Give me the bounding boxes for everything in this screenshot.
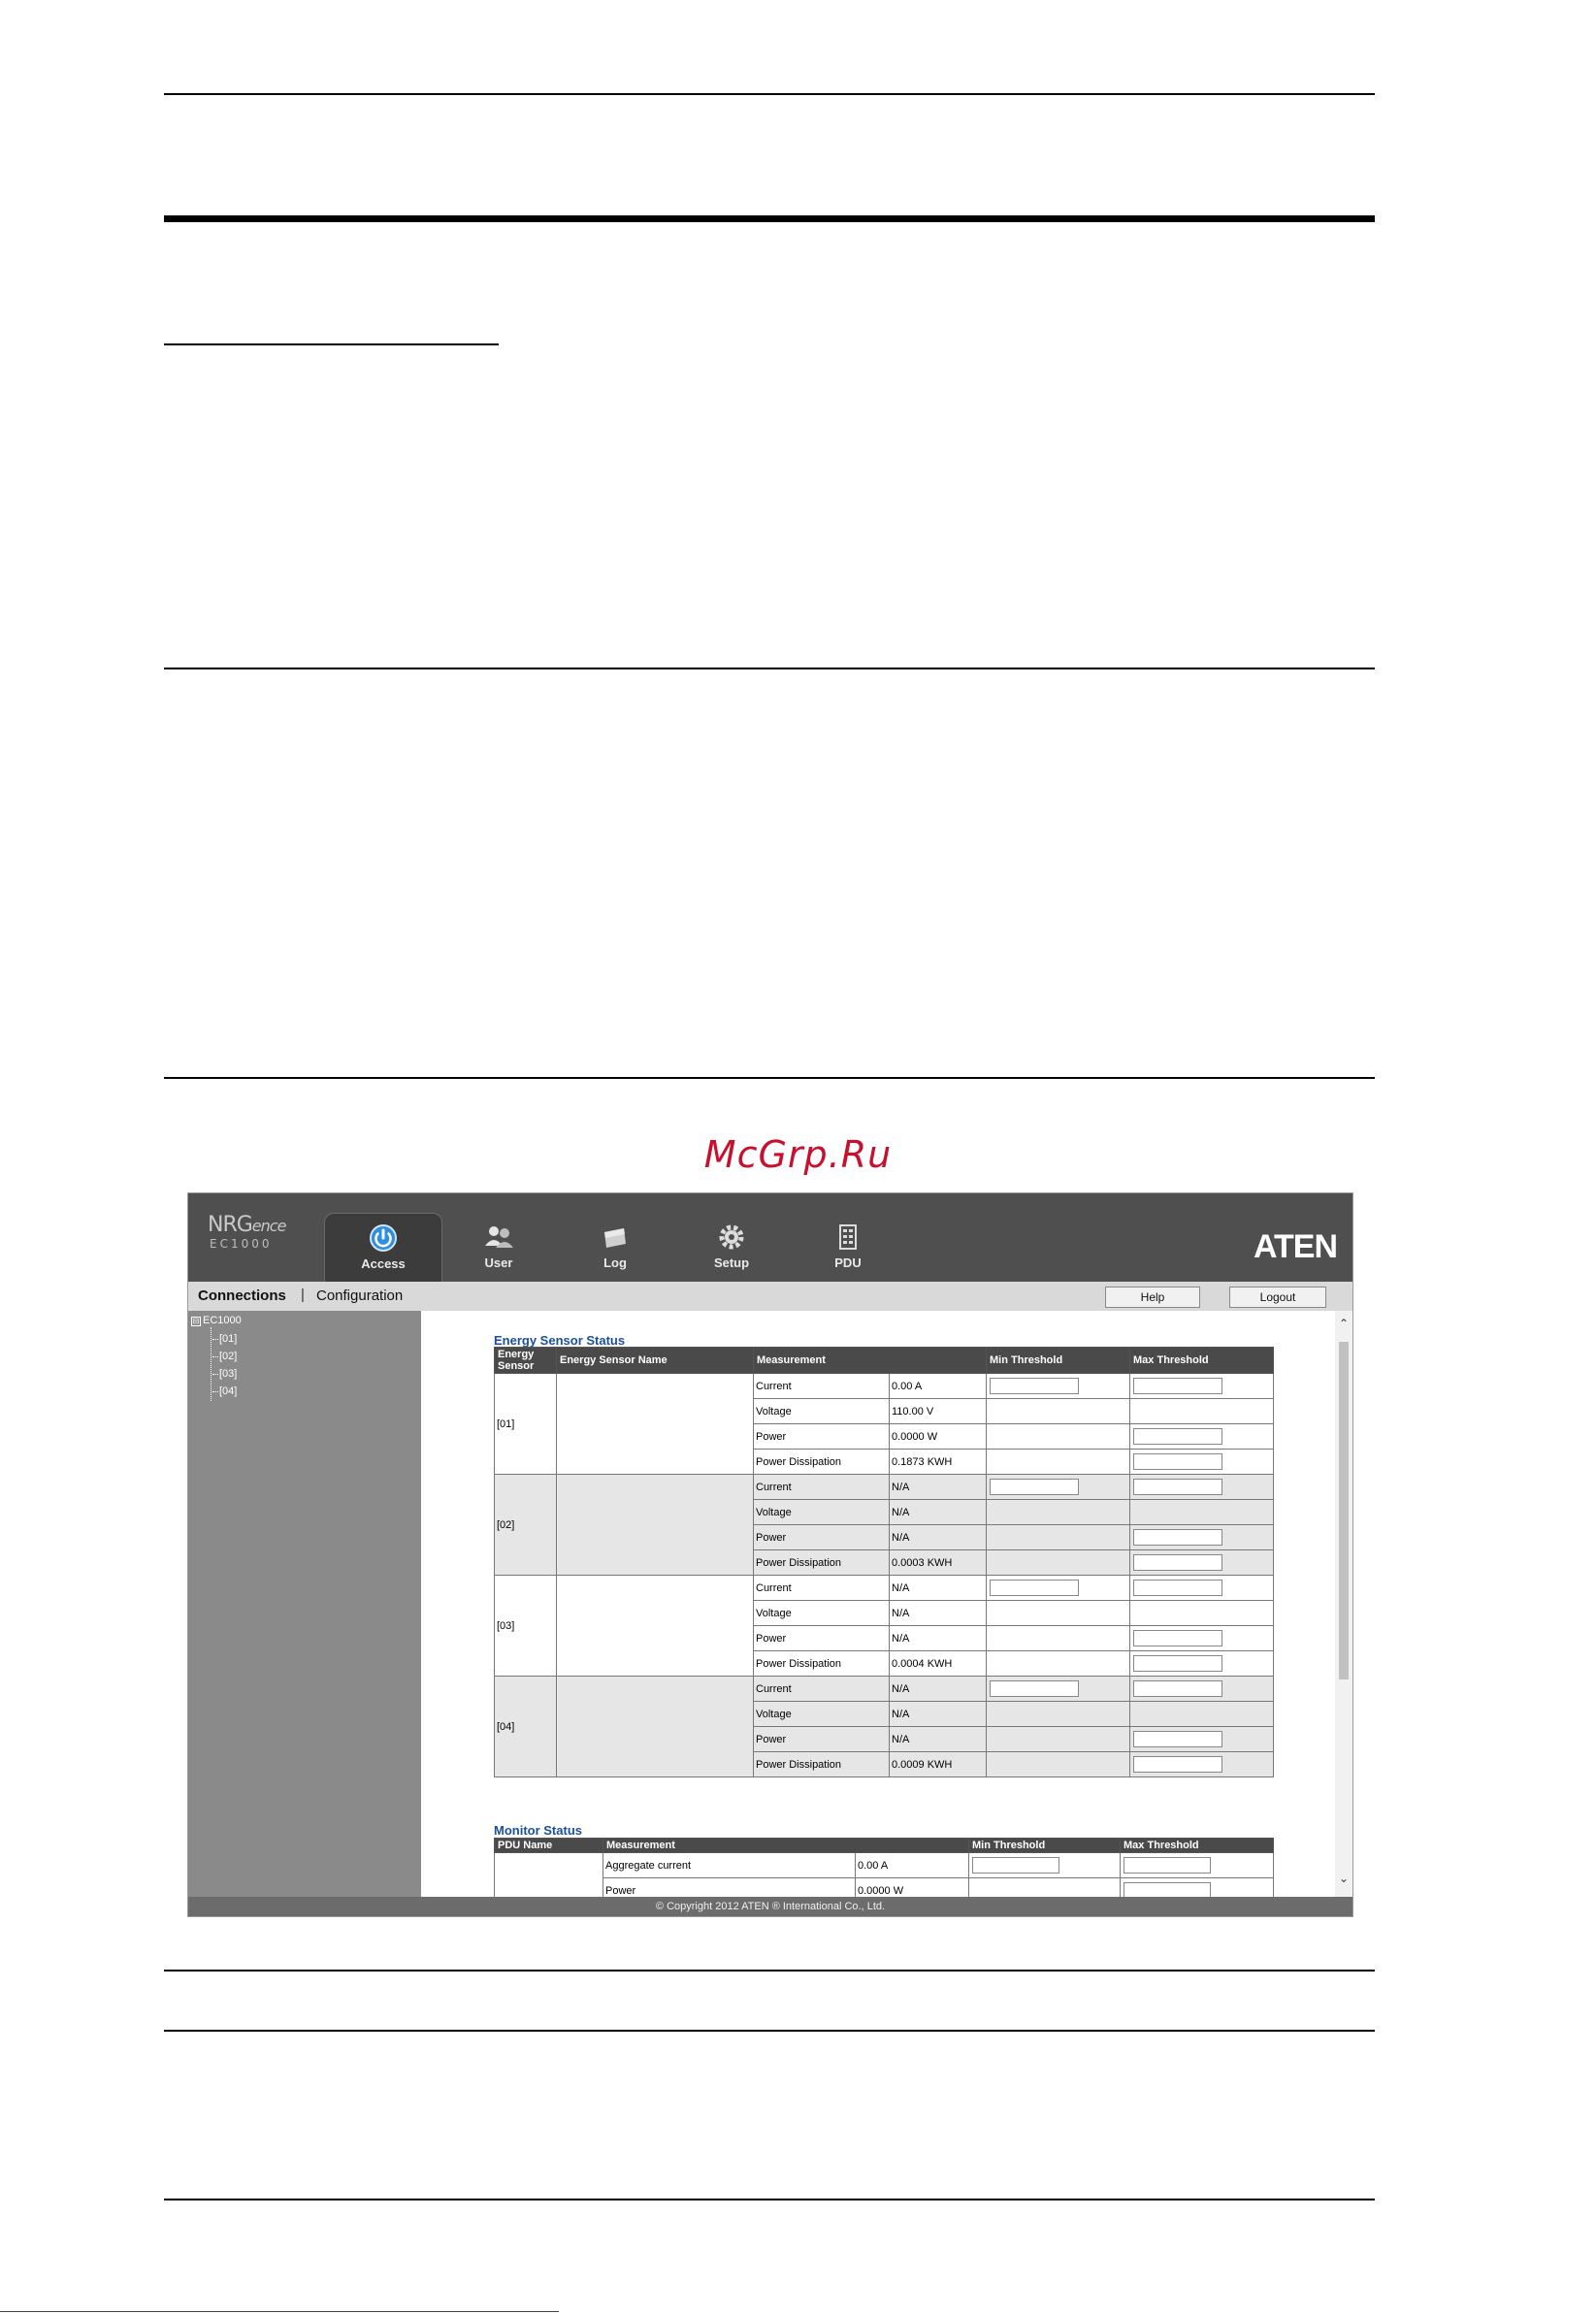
- measurement-value: N/A: [890, 1576, 987, 1601]
- min-threshold-cell: [987, 1752, 1130, 1777]
- gear-icon: [715, 1222, 748, 1252]
- max-threshold-input[interactable]: [1124, 1882, 1211, 1897]
- col-energy-sensor: Energy Sensor: [495, 1348, 557, 1374]
- min-threshold-cell: [987, 1525, 1130, 1550]
- max-threshold-cell: [1130, 1651, 1274, 1677]
- measurement-value: 0.0009 KWH: [890, 1752, 987, 1777]
- measurement-label: Voltage: [754, 1500, 890, 1525]
- product-logo: NRGence: [208, 1213, 286, 1237]
- min-threshold-input[interactable]: [990, 1479, 1079, 1495]
- footer-rule: [164, 2199, 1375, 2200]
- sensor-id: [01]: [495, 1374, 557, 1475]
- col-max-threshold: Max Threshold: [1130, 1348, 1274, 1374]
- max-threshold-input[interactable]: [1133, 1731, 1222, 1747]
- measurement-value: 0.0000 W: [890, 1424, 987, 1450]
- measurement-label: Current: [754, 1475, 890, 1500]
- max-threshold-cell: [1130, 1550, 1274, 1576]
- max-threshold-input[interactable]: [1133, 1428, 1222, 1445]
- nav-tab-label: Log: [603, 1255, 627, 1270]
- max-threshold-cell: [1130, 1727, 1274, 1752]
- min-threshold-cell: [987, 1450, 1130, 1475]
- scroll-thumb[interactable]: [1339, 1342, 1349, 1679]
- sensor-name: [557, 1475, 754, 1576]
- col-max-threshold: Max Threshold: [1121, 1839, 1274, 1853]
- sensor-id: [03]: [495, 1576, 557, 1677]
- page-bottom-rule: [0, 2311, 559, 2312]
- min-threshold-input[interactable]: [990, 1378, 1079, 1394]
- energy-section-title: Energy Sensor Status: [494, 1333, 626, 1348]
- min-threshold-cell: [987, 1727, 1130, 1752]
- measurement-value: 0.0004 KWH: [890, 1651, 987, 1677]
- energy-sensor-table: [494, 1347, 1274, 1777]
- monitor-section-title: Monitor Status: [494, 1823, 582, 1838]
- measurement-label: Voltage: [754, 1399, 890, 1424]
- max-threshold-input[interactable]: [1133, 1378, 1222, 1394]
- logout-button[interactable]: Logout: [1229, 1287, 1326, 1308]
- measurement-label: Power: [754, 1626, 890, 1651]
- device-tree-sidebar: [188, 1311, 421, 1897]
- max-threshold-input[interactable]: [1124, 1857, 1211, 1874]
- col-pdu-name: PDU Name: [495, 1839, 603, 1853]
- nav-tab-user[interactable]: [440, 1213, 557, 1282]
- nav-tab-label: User: [484, 1255, 513, 1270]
- min-threshold-cell: [987, 1626, 1130, 1651]
- max-threshold-input[interactable]: [1133, 1580, 1222, 1596]
- measurement-label: Aggregate current: [603, 1853, 856, 1878]
- measurement-label: Power Dissipation: [754, 1550, 890, 1576]
- subnav-configuration[interactable]: Configuration: [316, 1287, 404, 1304]
- divider-rule-2: [164, 1077, 1375, 1079]
- measurement-value: 0.0000 W: [856, 1878, 969, 1898]
- measurement-label: Current: [754, 1677, 890, 1702]
- max-threshold-input[interactable]: [1133, 1756, 1222, 1773]
- max-threshold-cell: [1130, 1424, 1274, 1450]
- measurement-label: Power: [754, 1424, 890, 1450]
- max-threshold-cell: [1130, 1475, 1274, 1500]
- subnav-connections[interactable]: Connections: [198, 1287, 286, 1304]
- max-threshold-cell: [1121, 1878, 1274, 1898]
- measurement-value: N/A: [890, 1677, 987, 1702]
- sensor-name: [557, 1677, 754, 1777]
- copyright-footer: © Copyright 2012 ATEN ® International Co., Ltd.: [188, 1897, 1352, 1916]
- app-window: [187, 1192, 1353, 1917]
- monitor-status-table: [494, 1838, 1274, 1897]
- scroll-up-icon[interactable]: ⌃: [1338, 1317, 1350, 1330]
- header-rule-thick: [164, 215, 1375, 222]
- min-threshold-cell: [987, 1500, 1130, 1525]
- min-threshold-cell: [987, 1475, 1130, 1500]
- footer-fragment: [569, 2306, 675, 2314]
- measurement-value: N/A: [890, 1727, 987, 1752]
- max-threshold-input[interactable]: [1133, 1529, 1222, 1546]
- content-scrollbar[interactable]: [1335, 1311, 1352, 1897]
- measurement-label: Current: [754, 1576, 890, 1601]
- collapse-icon[interactable]: ⊟: [192, 1317, 200, 1325]
- section-underline: [164, 343, 499, 345]
- max-threshold-cell: [1130, 1601, 1274, 1626]
- max-threshold-cell: [1121, 1853, 1274, 1878]
- min-threshold-cell: [987, 1702, 1130, 1727]
- aten-logo: ATEN: [1253, 1228, 1337, 1265]
- tree-root[interactable]: [191, 1315, 242, 1326]
- nav-tab-log[interactable]: [557, 1213, 673, 1282]
- col-min-threshold: Min Threshold: [987, 1348, 1130, 1374]
- pdu-name: [495, 1853, 603, 1898]
- max-threshold-input[interactable]: [1133, 1655, 1222, 1672]
- min-threshold-input[interactable]: [972, 1857, 1059, 1874]
- power-icon: [367, 1223, 400, 1253]
- min-threshold-cell: [987, 1677, 1130, 1702]
- subnav-separator: |: [301, 1287, 305, 1303]
- measurement-label: Power: [603, 1878, 856, 1898]
- table-row: [495, 1677, 1274, 1702]
- measurement-value: 0.00 A: [856, 1853, 969, 1878]
- main-content: [421, 1311, 1323, 1897]
- nav-tab-setup[interactable]: [673, 1213, 790, 1282]
- min-threshold-cell: [969, 1853, 1121, 1878]
- max-threshold-cell: [1130, 1576, 1274, 1601]
- table-row: [495, 1878, 1274, 1898]
- min-threshold-cell: [969, 1878, 1121, 1898]
- min-threshold-input[interactable]: [990, 1680, 1079, 1697]
- measurement-value: N/A: [890, 1626, 987, 1651]
- measurement-label: Voltage: [754, 1601, 890, 1626]
- min-threshold-cell: [987, 1601, 1130, 1626]
- measurement-label: Voltage: [754, 1702, 890, 1727]
- tree-item-01[interactable]: [01]: [212, 1333, 237, 1345]
- measurement-value: N/A: [890, 1601, 987, 1626]
- measurement-value: 0.0003 KWH: [890, 1550, 987, 1576]
- nav-tab-label: Access: [361, 1256, 406, 1271]
- log-icon: [599, 1222, 632, 1252]
- max-threshold-input[interactable]: [1133, 1680, 1222, 1697]
- sensor-name: [557, 1576, 754, 1677]
- measurement-value: N/A: [890, 1525, 987, 1550]
- watermark: McGrp.Ru: [703, 1133, 893, 1176]
- nav-tab-label: Setup: [713, 1255, 750, 1270]
- max-threshold-input[interactable]: [1133, 1479, 1222, 1495]
- max-threshold-cell: [1130, 1399, 1274, 1424]
- nav-tab-label: PDU: [834, 1255, 862, 1270]
- max-threshold-input[interactable]: [1133, 1453, 1222, 1470]
- col-energy-sensor-name: Energy Sensor Name: [557, 1348, 754, 1374]
- measurement-value: 0.00 A: [890, 1374, 987, 1399]
- max-threshold-cell: [1130, 1374, 1274, 1399]
- sub-navigation: [188, 1282, 1352, 1311]
- scroll-down-icon[interactable]: ⌄: [1338, 1872, 1350, 1885]
- max-threshold-cell: [1130, 1500, 1274, 1525]
- users-icon: [482, 1222, 515, 1252]
- tree-item-04[interactable]: [04]: [212, 1385, 237, 1397]
- measurement-label: Power Dissipation: [754, 1450, 890, 1475]
- pdu-icon: [831, 1222, 864, 1252]
- nav-tab-pdu[interactable]: [790, 1213, 906, 1282]
- col-measurement: Measurement: [603, 1839, 969, 1853]
- sensor-id: [04]: [495, 1677, 557, 1777]
- help-button[interactable]: Help: [1105, 1287, 1200, 1308]
- min-threshold-cell: [987, 1576, 1130, 1601]
- measurement-value: N/A: [890, 1500, 987, 1525]
- measurement-value: N/A: [890, 1702, 987, 1727]
- max-threshold-cell: [1130, 1525, 1274, 1550]
- max-threshold-cell: [1130, 1677, 1274, 1702]
- table-row: [495, 1576, 1274, 1601]
- min-threshold-input[interactable]: [990, 1580, 1079, 1596]
- measurement-value: N/A: [890, 1475, 987, 1500]
- table-row: [495, 1853, 1274, 1878]
- max-threshold-cell: [1130, 1752, 1274, 1777]
- max-threshold-input[interactable]: [1133, 1630, 1222, 1646]
- measurement-label: Power: [754, 1525, 890, 1550]
- divider-rule-1: [164, 668, 1375, 669]
- table-row: [495, 1475, 1274, 1500]
- min-threshold-cell: [987, 1550, 1130, 1576]
- measurement-label: Power: [754, 1727, 890, 1752]
- measurement-value: 0.1873 KWH: [890, 1450, 987, 1475]
- tree-item-02[interactable]: [02]: [212, 1351, 237, 1362]
- nav-tab-access[interactable]: [324, 1213, 442, 1283]
- divider-rule-4: [164, 2030, 1375, 2032]
- col-min-threshold: Min Threshold: [969, 1839, 1121, 1853]
- measurement-label: Power Dissipation: [754, 1752, 890, 1777]
- measurement-label: Current: [754, 1374, 890, 1399]
- divider-rule-3: [164, 1970, 1375, 1972]
- measurement-value: 110.00 V: [890, 1399, 987, 1424]
- tree-item-03[interactable]: [03]: [212, 1368, 237, 1380]
- col-measurement: Measurement: [754, 1348, 987, 1374]
- min-threshold-cell: [987, 1399, 1130, 1424]
- min-threshold-cell: [987, 1424, 1130, 1450]
- product-model: EC1000: [210, 1237, 273, 1251]
- min-threshold-cell: [987, 1651, 1130, 1677]
- tree-root-label: EC1000: [203, 1315, 242, 1326]
- max-threshold-cell: [1130, 1450, 1274, 1475]
- sensor-id: [02]: [495, 1475, 557, 1576]
- max-threshold-input[interactable]: [1133, 1554, 1222, 1571]
- app-header: [188, 1193, 1352, 1282]
- max-threshold-cell: [1130, 1702, 1274, 1727]
- measurement-label: Power Dissipation: [754, 1651, 890, 1677]
- table-row: [495, 1374, 1274, 1399]
- sensor-name: [557, 1374, 754, 1475]
- header-rule-thin: [164, 93, 1375, 95]
- max-threshold-cell: [1130, 1626, 1274, 1651]
- min-threshold-cell: [987, 1374, 1130, 1399]
